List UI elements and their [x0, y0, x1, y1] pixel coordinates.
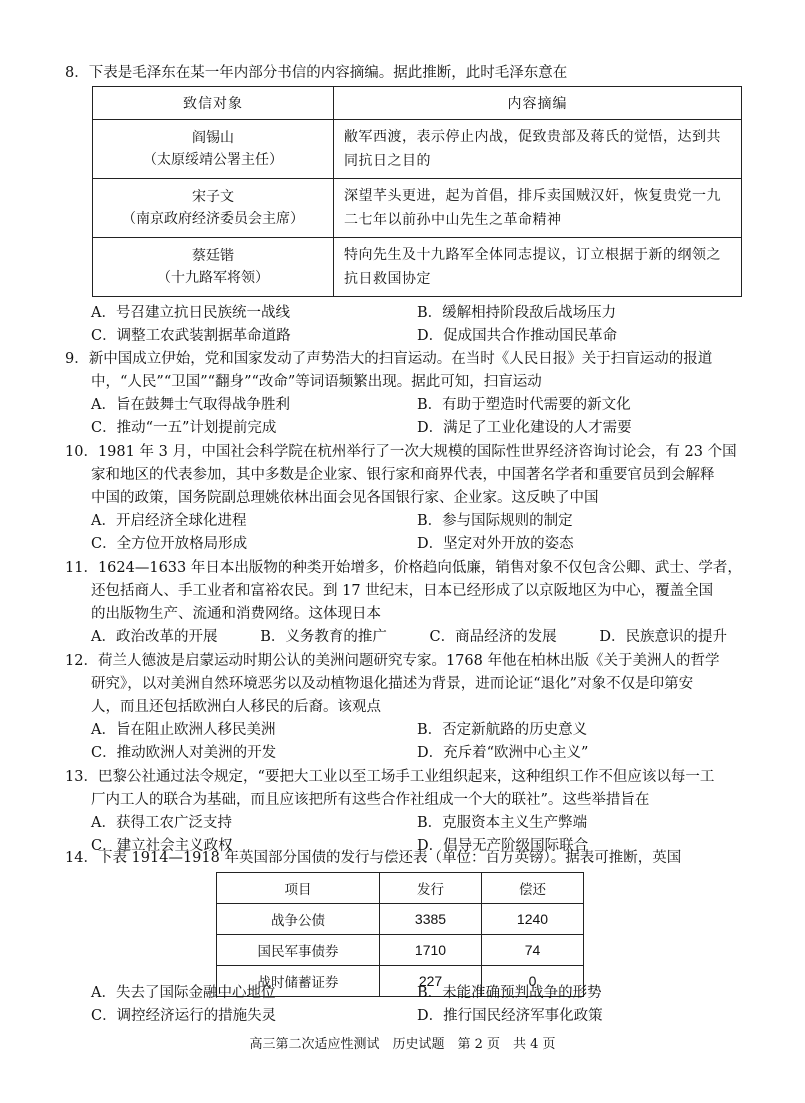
- option-b: B．缓解相持阶段敌后战场压力: [417, 305, 617, 321]
- content-cell: 深望芊头更进，起为首倡，排斥卖国贼汉奸，恢复贵党一九二七年以前孙中山先生之革命精神: [334, 179, 742, 238]
- repay-cell: 74: [482, 935, 584, 966]
- recipient-cell: [93, 120, 334, 179]
- question-10-line: 10．1981 年 3 月，中国社会科学院在杭州举行了一次大规模的国际性世界经济咨询讨论会，有 23 个国: [65, 444, 737, 460]
- option-b: B．有助于塑造时代需要的新文化: [417, 397, 631, 413]
- option-c: C．推动“一五”计划提前完成: [91, 420, 277, 436]
- issue-cell: 1710: [380, 935, 482, 966]
- question-11: [65, 557, 755, 649]
- table-header-cell: 发行: [380, 873, 482, 904]
- recipient-name: 阎锡山: [192, 130, 234, 146]
- option-c: C．全方位开放格局形成: [91, 536, 248, 552]
- option-c: C．推动欧洲人对美洲的开发: [91, 745, 277, 761]
- issue-cell: 227: [380, 966, 482, 997]
- option-a: A．旨在阻止欧洲人移民美洲: [91, 722, 276, 738]
- option-c: C．调整工农武装割据革命道路: [91, 328, 291, 344]
- repay-cell: 0: [482, 966, 584, 997]
- table-header-cell: 内容摘编: [334, 87, 742, 120]
- option-d: D．促成国共合作推动国民革命: [417, 328, 618, 344]
- option-b: B．未能准确预判战争的形势: [417, 985, 602, 1001]
- option-c: C．调控经济运行的措施失灵: [91, 1008, 277, 1024]
- question-12: [65, 650, 755, 765]
- page-footer: 高三第二次适应性测试 历史试题 第 2 页 共 4 页: [249, 1037, 556, 1052]
- option-b: B．克服资本主义生产弊端: [417, 815, 588, 831]
- recipient-title: （十九路军将领）: [157, 270, 269, 286]
- option-d: D．坚定对外开放的姿态: [417, 536, 574, 552]
- option-b: B．否定新航路的历史意义: [417, 722, 588, 738]
- question-13-line: 厂内工人的联合为基础，而且应该把所有这些合作社组成一个大的联社”。这些举措旨在: [91, 792, 650, 808]
- table-row: [93, 238, 742, 297]
- question-8-table: [92, 86, 742, 297]
- question-14-stem: 14．下表 1914—1918 年英国部分国债的发行与偿还表（单位：百万英镑）。据表可推断，英国: [65, 850, 682, 866]
- recipient-cell: [93, 238, 334, 297]
- option-d: D．民族意识的提升: [599, 629, 727, 645]
- option-d: D．满足了工业化建设的人才需要: [417, 420, 632, 436]
- question-13-line: 13．巴黎公社通过法令规定，“要把大工业以至工场手工业组织起来，这种组织工作不但应该以每一工: [65, 769, 715, 785]
- option-c: C．建立社会主义政权: [91, 838, 233, 854]
- table-row: [217, 904, 584, 935]
- recipient-name: 蔡廷锴: [192, 248, 234, 264]
- recipient-title: （太原绥靖公署主任）: [143, 152, 283, 168]
- option-d: D．推行国民经济军事化政策: [417, 1008, 603, 1024]
- table-header-cell: 偿还: [482, 873, 584, 904]
- question-8-options: [65, 302, 755, 348]
- question-13: [65, 766, 755, 858]
- option-a: A．政治改革的开展: [91, 629, 218, 645]
- question-9: [65, 348, 755, 440]
- question-14-options: [65, 982, 755, 1028]
- question-10-line: 中国的政策，国务院副总理姚依林出面会见各国银行家、企业家。这反映了中国: [91, 490, 599, 506]
- table-row: [217, 935, 584, 966]
- option-b: B．参与国际规则的制定: [417, 513, 573, 529]
- question-9-line: 9．新中国成立伊始，党和国家发动了声势浩大的扫盲运动。在当时《人民日报》关于扫盲运动的报道: [65, 351, 713, 367]
- content-cell: 敝军西渡，表示停止内战，促致贵部及蒋氏的觉悟，达到共同抗日之目的: [334, 120, 742, 179]
- item-cell: 战争公债: [217, 904, 380, 935]
- table-header-cell: 致信对象: [93, 87, 334, 120]
- issue-cell: 3385: [380, 904, 482, 935]
- option-d: D．充斥着“欧洲中心主义”: [417, 745, 589, 761]
- option-b: B．义务教育的推广: [260, 629, 387, 645]
- question-11-line: 还包括商人、手工业者和富裕农民。到 17 世纪末，日本已经形成了以京阪地区为中心，覆盖全国: [91, 583, 714, 599]
- content-cell: 特向先生及十九路军全体同志提议，订立根据于新的纲领之抗日救国协定: [334, 238, 742, 297]
- question-11-line: 11．1624—1633 年日本出版物的种类开始增多，价格趋向低廉，销售对象不仅包含公卿、武士、学者，: [65, 560, 742, 576]
- option-a: A．获得工农广泛支持: [91, 815, 232, 831]
- table-header-row: [93, 87, 742, 120]
- question-12-line: 人，而且还包括欧洲白人移民的后裔。该观点: [91, 699, 381, 715]
- question-10-line: 家和地区的代表参加，其中多数是企业家、银行家和商界代表，中国著名学者和重要官员到会解释: [91, 467, 715, 483]
- option-a: A．旨在鼓舞士气取得战争胜利: [91, 397, 290, 413]
- question-14: [65, 847, 755, 870]
- question-12-line: 12．荷兰人德波是启蒙运动时期公认的美洲问题研究专家。1768 年他在柏林出版《关于美洲人的哲学: [65, 653, 720, 669]
- question-9-line: 中，“人民”“卫国”“翻身”“改命”等词语频繁出现。据此可知，扫盲运动: [91, 374, 542, 390]
- recipient-name: 宋子文: [192, 189, 234, 205]
- item-cell: 国民军事债券: [217, 935, 380, 966]
- table-header-cell: 项目: [217, 873, 380, 904]
- repay-cell: 1240: [482, 904, 584, 935]
- recipient-title: （南京政府经济委员会主席）: [122, 211, 304, 227]
- question-8: [65, 62, 755, 85]
- table-row: [93, 179, 742, 238]
- question-11-line: 的出版物生产、流通和消费网络。这体现日本: [91, 606, 381, 622]
- question-14-table: [216, 872, 584, 997]
- item-cell: 战时储蓄证券: [217, 966, 380, 997]
- option-c: C．商品经济的发展: [429, 629, 557, 645]
- question-10: [65, 441, 755, 556]
- option-d: D．倡导无产阶级国际联合: [417, 838, 589, 854]
- recipient-cell: [93, 179, 334, 238]
- option-a: A．失去了国际金融中心地位: [91, 985, 276, 1001]
- option-a: A．开启经济全球化进程: [91, 513, 247, 529]
- table-row: [93, 120, 742, 179]
- option-a: A．号召建立抗日民族统一战线: [91, 305, 290, 321]
- table-header-row: [217, 873, 584, 904]
- question-12-line: 研究》，以对美洲自然环境恶劣以及动植物退化描述为背景，进而论证“退化”对象不仅是印第安: [91, 676, 694, 692]
- question-8-stem: 8．下表是毛泽东在某一年内部分书信的内容摘编。据此推断，此时毛泽东意在: [65, 65, 568, 81]
